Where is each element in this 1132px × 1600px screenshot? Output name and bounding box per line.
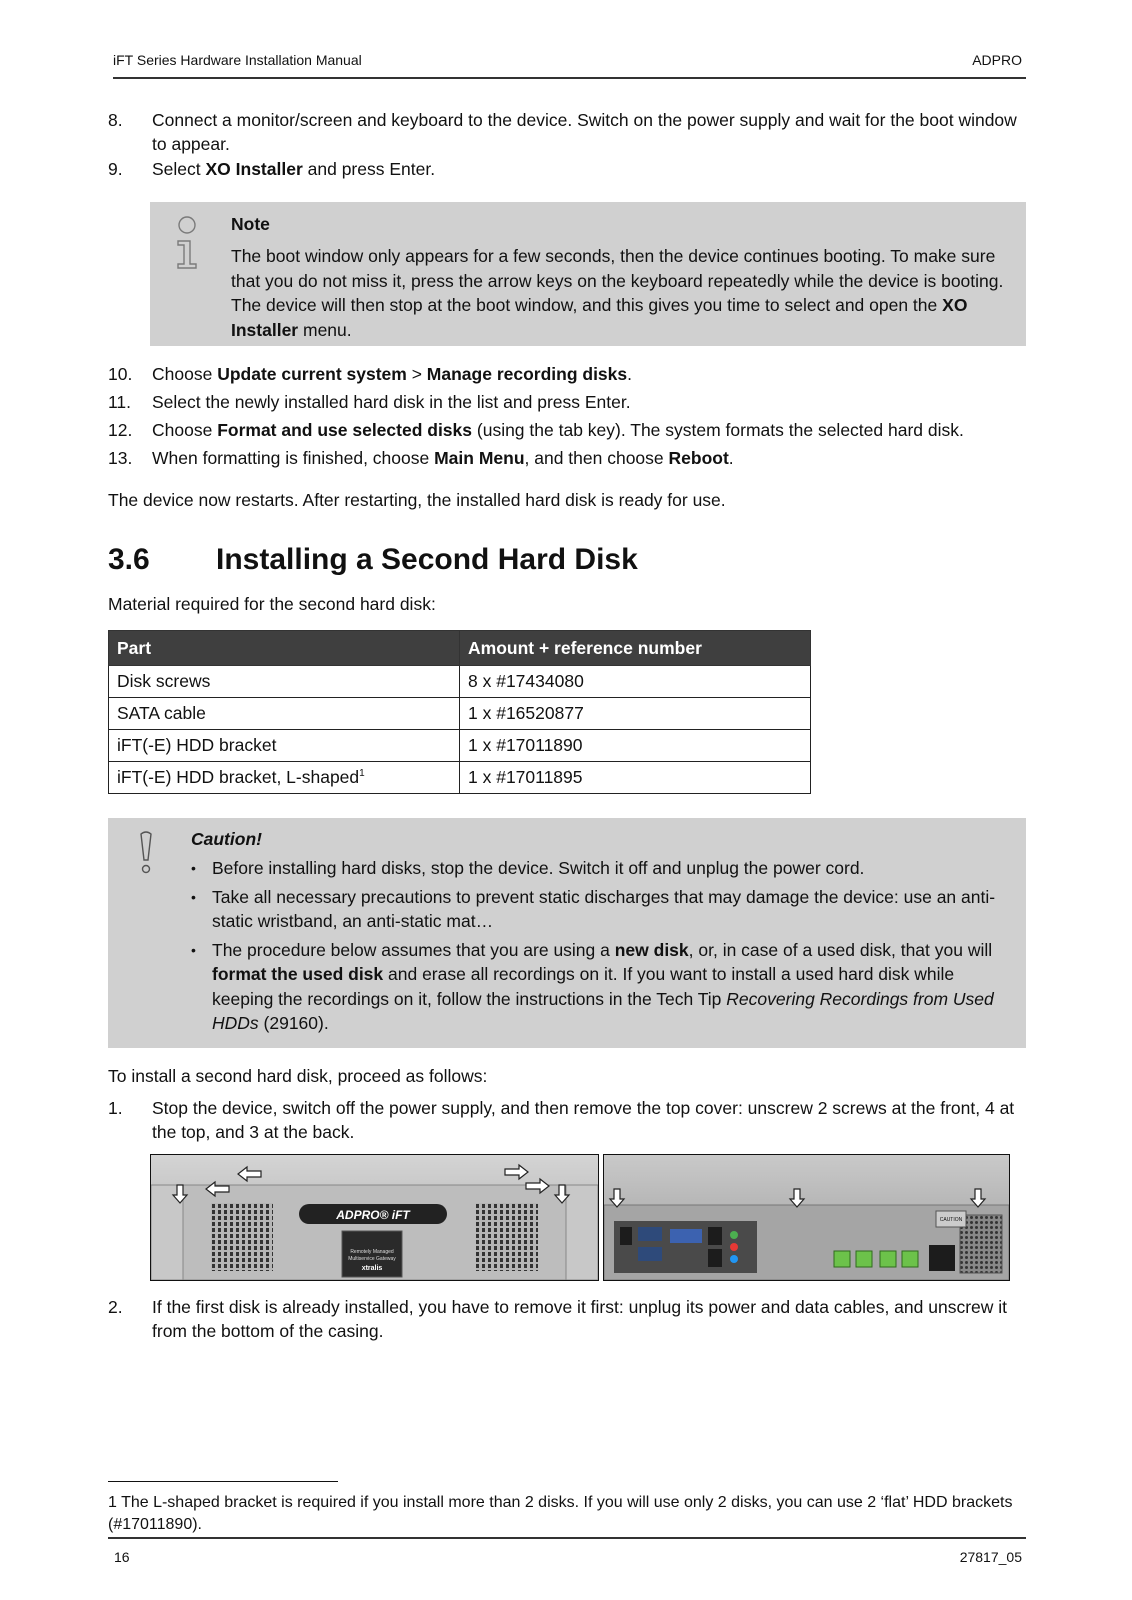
- step-text: [152, 390, 1028, 414]
- text-run: Take all necessary precautions to prevent static discharges that may damage the device: use an anti-static wristband, an anti-static mat…: [212, 886, 996, 931]
- page-footer: [108, 1537, 1026, 1565]
- bold-term: new disk: [614, 939, 689, 960]
- label-line: Multiservice Gateway: [348, 1256, 396, 1262]
- table-row: [109, 698, 811, 730]
- step-number: 8.: [108, 110, 123, 130]
- text-run: .: [627, 364, 633, 384]
- part-cell: SATA cable: [109, 698, 460, 730]
- part-cell: Disk screws: [109, 666, 460, 698]
- section-number: 3.6: [108, 543, 150, 576]
- step-12: [108, 418, 1028, 442]
- step-number: 9.: [108, 159, 123, 179]
- brand-logo-text: ADPRO® iFT: [336, 1208, 410, 1222]
- text-run: >: [406, 364, 427, 384]
- step-13: [108, 446, 1028, 470]
- bold-term: Update current system: [217, 364, 407, 384]
- step-11: [108, 390, 1028, 414]
- footnote-text: The L-shaped bracket is required if you install more than 2 disks. If you will use only 2 disks, you can use 2 ‘flat’ HDD brackets (#17011890).: [108, 1494, 1013, 1533]
- caution-item: [191, 885, 1006, 934]
- step-8: [108, 108, 1028, 156]
- device-back-photo: [603, 1154, 1010, 1281]
- step-number: 13.: [108, 448, 133, 468]
- part-cell: [109, 762, 460, 794]
- text-run: Select the newly installed hard disk in the list and press Enter.: [152, 392, 631, 412]
- step-text: [152, 157, 1028, 181]
- manual-title: iFT Series Hardware Installation Manual: [113, 52, 362, 68]
- text-run: menu.: [298, 319, 352, 340]
- text-run: Select: [152, 159, 206, 179]
- text-run: If the first disk is already installed, you have to remove it first: unplug its power and data cables, and unscrew it from the bottom of the casing.: [152, 1297, 1008, 1341]
- caution-item: [191, 856, 1006, 881]
- text-run: (29160).: [258, 1013, 329, 1033]
- bold-term: XO Installer: [231, 295, 968, 340]
- section-heading: [108, 543, 638, 577]
- proceed-text: To install a second hard disk, proceed as follows:: [108, 1066, 488, 1086]
- part-name: iFT(-E) HDD bracket, L-shaped: [117, 767, 360, 787]
- reference-cell: 1 x #17011890: [460, 730, 811, 762]
- step-number: 11.: [108, 392, 132, 412]
- note-text: [231, 244, 1011, 342]
- note-box: [150, 202, 1026, 346]
- text-run: and erase all recordings on it. If you want to install a used hard disk while keeping the recordings on it, follow the instructions in the Tech Tip: [212, 964, 955, 1009]
- footnote: [108, 1492, 1028, 1536]
- warning-icon: [138, 830, 154, 883]
- step-10: [108, 362, 1028, 386]
- text-run: (using the tab key). The system formats the selected hard disk.: [472, 420, 964, 440]
- bold-term: format the used disk: [212, 964, 384, 984]
- step-2: [108, 1295, 1028, 1343]
- label-line: Remotely Managed: [350, 1249, 394, 1255]
- reference-cell: 8 x #17434080: [460, 666, 811, 698]
- column-header-part: Part: [109, 631, 460, 666]
- text-run: Choose: [152, 420, 218, 440]
- page-header: [113, 50, 1026, 79]
- text-run: , or, in case of a used disk, that you will: [688, 939, 993, 960]
- text-run: and press Enter.: [302, 159, 436, 179]
- info-icon: [174, 214, 200, 275]
- material-intro: Material required for the second hard disk:: [108, 594, 436, 614]
- step-text: [152, 108, 1028, 156]
- step-text: [152, 418, 1028, 442]
- table-row: [109, 762, 811, 794]
- step-text: [152, 1096, 1028, 1144]
- brand-name: ADPRO: [972, 52, 1022, 68]
- column-header-amount: Amount + reference number: [460, 631, 811, 666]
- bold-term: Main Menu: [434, 448, 525, 468]
- document-number: 27817_05: [959, 1549, 1022, 1565]
- part-cell: iFT(-E) HDD bracket: [109, 730, 460, 762]
- text-run: When formatting is finished, choose: [152, 448, 435, 468]
- restart-text: The device now restarts. After restarting, the installed hard disk is ready for use.: [108, 490, 726, 510]
- parts-table: [108, 630, 811, 794]
- text-run: Choose: [152, 364, 218, 384]
- label-line: xtralis: [361, 1265, 383, 1272]
- section-title: Installing a Second Hard Disk: [216, 543, 638, 576]
- footnote-separator: [108, 1481, 338, 1482]
- table-row: [109, 666, 811, 698]
- step-number: 2.: [108, 1297, 123, 1317]
- bold-term: Reboot: [668, 448, 729, 468]
- text-run: Before installing hard disks, stop the device. Switch it off and unplug the power cord.: [212, 858, 865, 878]
- caution-list: [191, 856, 1006, 1040]
- caution-label-text: CAUTION: [939, 1217, 963, 1223]
- page-number: 16: [114, 1549, 130, 1565]
- step-text: [152, 362, 1028, 386]
- bold-term: XO Installer: [205, 159, 303, 179]
- text-run: The procedure below assumes that you are using a: [212, 939, 615, 960]
- text-run: Connect a monitor/screen and keyboard to the device. Switch on the power supply and wait for the boot window to appear.: [152, 110, 1017, 154]
- caution-title: Caution!: [191, 829, 262, 849]
- device-front-photo: [150, 1154, 599, 1281]
- italic-term: Recovering Recordings from Used HDDs: [212, 988, 994, 1033]
- text-run: Stop the device, switch off the power supply, and then remove the top cover: unscrew 2 screws at the front, 4 at the top, and 3 at the back.: [152, 1098, 1015, 1142]
- table-row: [109, 730, 811, 762]
- note-title: Note: [231, 214, 270, 234]
- text-run: The boot window only appears for a few seconds, then the device continues booting. To make sure that you do not miss it, press the arrow keys on the keyboard repeatedly while the device is booting. The device will then stop at the boot window, and this gives you time to select and open the: [231, 246, 1004, 315]
- table-header-row: [109, 631, 811, 666]
- bold-term: Manage recording disks: [426, 364, 628, 384]
- footnote-mark: 1: [108, 1494, 117, 1511]
- step-text: [152, 1295, 1028, 1343]
- step-number: 10.: [108, 364, 133, 384]
- text-run: .: [728, 448, 734, 468]
- reference-cell: 1 x #17011895: [460, 762, 811, 794]
- footnote-marker: 1: [359, 768, 365, 780]
- reference-cell: 1 x #16520877: [460, 698, 811, 730]
- step-1: [108, 1096, 1028, 1144]
- step-number: 12.: [108, 420, 133, 440]
- caution-box: [108, 818, 1026, 1048]
- step-number: 1.: [108, 1098, 123, 1118]
- step-9: [108, 157, 1028, 181]
- text-run: , and then choose: [524, 448, 669, 468]
- caution-item: [191, 938, 1006, 1036]
- step-text: [152, 446, 1028, 470]
- bold-term: Format and use selected disks: [217, 420, 473, 440]
